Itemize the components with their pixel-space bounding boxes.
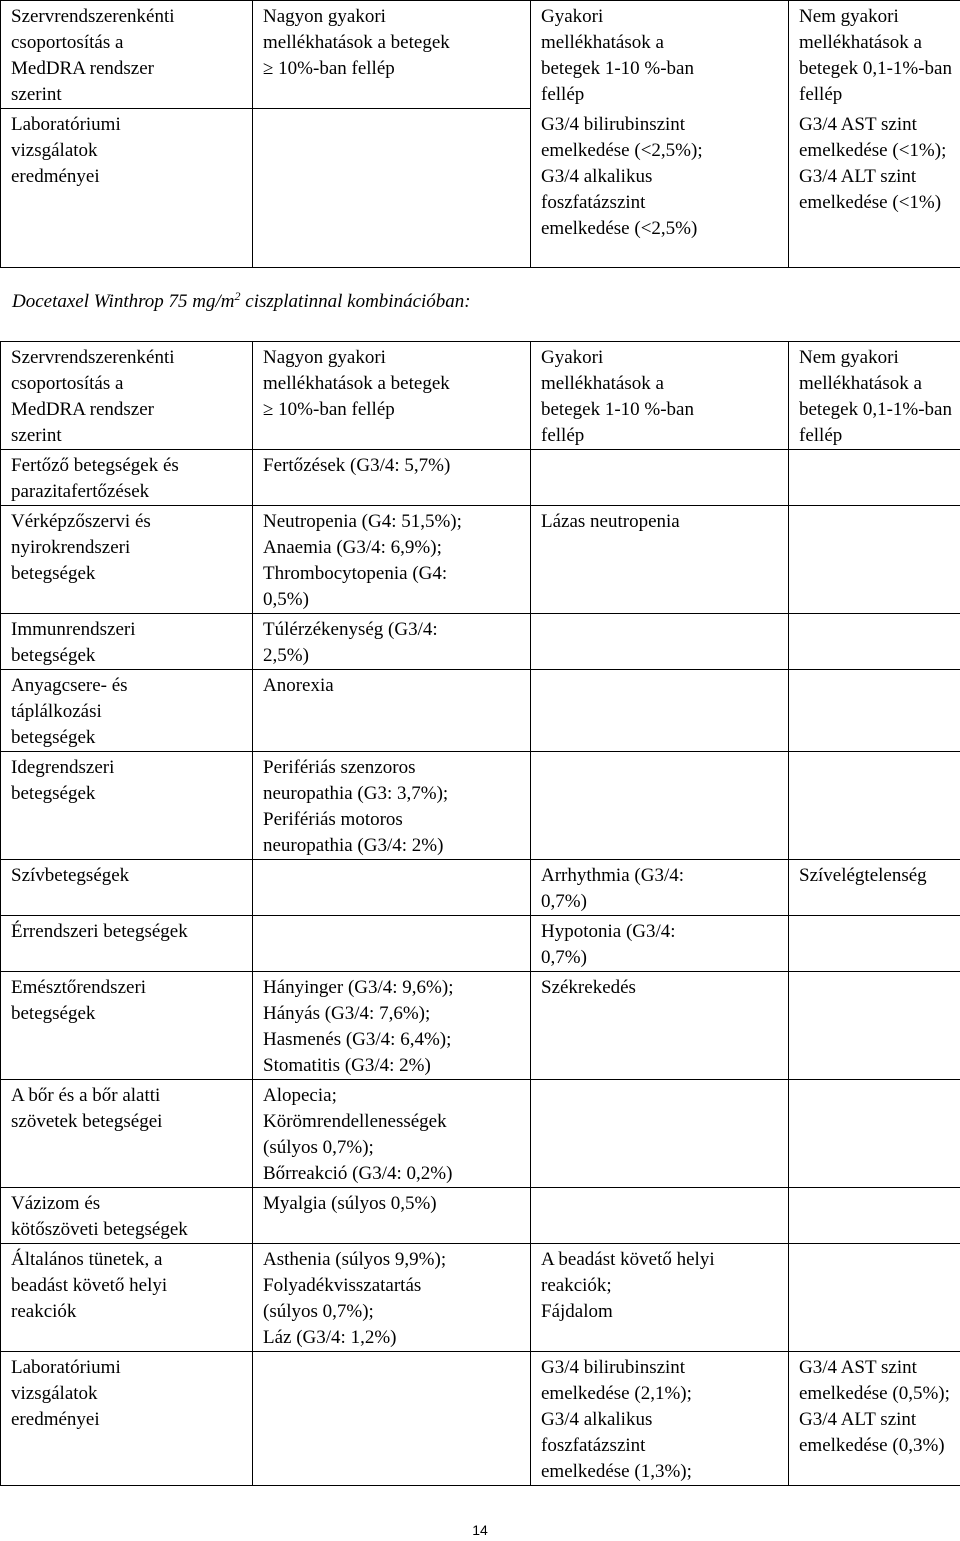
cell-text-line: Perifériás szenzoros (263, 757, 416, 778)
table-cell (531, 614, 789, 670)
cell-text-line: betegek 1-10 %-ban (541, 399, 694, 420)
cell-text-line: reakciók; (541, 1275, 612, 1296)
cell-text-line: fellép (799, 425, 843, 446)
table-cell (531, 109, 789, 268)
header-cell (1, 342, 253, 450)
table-cell (1, 916, 253, 972)
cell-text-line: emelkedése (<1%) (799, 191, 942, 213)
table-cell (1, 614, 253, 670)
cell-text-line: emelkedése (<1%); (799, 139, 947, 161)
table-cell (253, 1244, 531, 1352)
cell-text-line: eredményei (11, 1409, 100, 1430)
cell-text-line: fellép (799, 84, 843, 105)
cell-text-line: beadást követő helyi (11, 1275, 168, 1296)
cell-text-line: csoportosítás a (11, 373, 124, 394)
table-row (1, 1244, 960, 1352)
table-cell (253, 1188, 531, 1244)
table-cell (789, 916, 960, 972)
cell-text-line: kötőszöveti betegségek (11, 1219, 188, 1240)
cell-text-line: Asthenia (súlyos 9,9%); (263, 1249, 447, 1270)
cell-text-line: Stomatitis (G3/4: 2%) (263, 1055, 431, 1076)
cell-text-line: mellékhatások a (541, 373, 664, 394)
cell-text-line: fellép (541, 84, 585, 105)
cell-text-line: csoportosítás a (11, 32, 124, 53)
cell-text-line: MedDRA rendszer (11, 399, 154, 420)
cell-text-line: Bőrreakció (G3/4: 0,2%) (263, 1163, 453, 1184)
cell-text-line: Fertőző betegségek és (11, 455, 179, 476)
table-cell (1, 1080, 253, 1188)
table-cell (1, 1244, 253, 1352)
cell-text-line: A bőr és a bőr alatti (11, 1085, 161, 1106)
cell-text-line: betegségek (11, 563, 96, 584)
table-cell (531, 506, 789, 614)
table-header-row (1, 1, 960, 109)
cell-text-line: emelkedése (2,1%); (541, 1383, 692, 1404)
cell-text-line: Laboratóriumi (11, 114, 121, 135)
table-header-row (1, 342, 960, 450)
cell-text-line: betegségek (11, 1003, 96, 1024)
cell-text-line: G3/4 alkalikus (541, 1409, 653, 1430)
cell-text-line: Myalgia (súlyos 0,5%) (263, 1193, 437, 1214)
table-cell (531, 972, 789, 1080)
adverse-reactions-table-cisplatin (0, 341, 960, 1486)
table-cell (253, 972, 531, 1080)
cell-text-line: Anaemia (G3/4: 6,9%); (263, 537, 442, 558)
cell-text-line: Nagyon gyakori (263, 347, 386, 368)
table-row (1, 450, 960, 506)
cell-text-line: Érrendszeri betegségek (11, 921, 188, 942)
table-cell (789, 860, 960, 916)
table-row (1, 1080, 960, 1188)
table-cell (1, 450, 253, 506)
table-cell (789, 972, 960, 1080)
cell-text-line: mellékhatások a (541, 32, 664, 53)
cell-text-line: betegek 0,1-1%-ban (799, 58, 952, 79)
cell-text-line: mellékhatások a (799, 373, 922, 394)
cell-text-line: szövetek betegségei (11, 1111, 163, 1132)
cell-text-line: szerint (11, 84, 62, 105)
table-cell (789, 670, 960, 752)
table-cell (253, 860, 531, 916)
cell-text-line: emelkedése (<2,5%) (541, 217, 698, 239)
table-cell (1, 860, 253, 916)
cell-text-line: Szervrendszerenkénti (11, 6, 175, 27)
cell-text-line: szerint (11, 425, 62, 446)
cell-text-line: Neutropenia (G4: 51,5%); (263, 511, 462, 532)
table-cell (1, 972, 253, 1080)
cell-text-line: mellékhatások a betegek (263, 32, 450, 53)
table-cell (789, 1244, 960, 1352)
header-cell (531, 1, 789, 109)
table-cell (1, 109, 253, 268)
table-cell (531, 860, 789, 916)
header-cell (1, 1, 253, 109)
table-cell (789, 450, 960, 506)
table-cell (253, 670, 531, 752)
cell-text-line: G3/4 AST szint (799, 1357, 917, 1378)
cell-text-line: Perifériás motoros (263, 809, 403, 830)
cell-text-line: Hányinger (G3/4: 9,6%); (263, 977, 454, 998)
cell-text-line: emelkedése (<2,5%); (541, 139, 703, 161)
cell-text-line: (súlyos 0,7%); (263, 1301, 374, 1322)
table-cell (1, 1188, 253, 1244)
table-row (1, 916, 960, 972)
cell-text-line: Gyakori (541, 347, 604, 368)
table-row (1, 109, 960, 268)
cell-text-line: A beadást követő helyi (541, 1249, 715, 1270)
cell-text-line: Szívbetegségek (11, 865, 130, 886)
cell-text-line: nyirokrendszeri (11, 537, 131, 558)
cell-text-line: Alopecia; (263, 1085, 337, 1106)
header-cell (253, 342, 531, 450)
table-cell (531, 1188, 789, 1244)
cell-text-line: foszfatázszint (541, 191, 646, 213)
cell-text-line: Nagyon gyakori (263, 6, 386, 27)
cell-text-line: Nem gyakori (799, 6, 899, 27)
cell-text-line: Székrekedés (541, 977, 636, 998)
cell-text-line: vizsgálatok (11, 140, 98, 161)
section-subtitle: Docetaxel Winthrop 75 $mg/m^2$ ciszplatinnal kombinációban: (12, 289, 471, 312)
table-cell (253, 1352, 531, 1486)
cell-text-line: foszfatázszint (541, 1435, 646, 1456)
cell-text-line: Emésztőrendszeri (11, 977, 147, 998)
cell-text-line: emelkedése (0,5%); (799, 1383, 950, 1404)
table-cell (1, 670, 253, 752)
adverse-reactions-table-top (0, 0, 960, 268)
table-row (1, 1352, 960, 1486)
cell-text-line: G3/4 AST szint (799, 113, 917, 135)
table-cell (531, 1244, 789, 1352)
cell-text-line: Gyakori (541, 6, 604, 27)
table-cell (789, 752, 960, 860)
cell-text-line: Arrhythmia (G3/4: (541, 865, 685, 886)
cell-text-line: Folyadékvisszatartás (263, 1275, 422, 1296)
cell-text-line: Immunrendszeri (11, 619, 136, 640)
cell-text-line: G3/4 bilirubinszint (541, 113, 686, 135)
table-cell (531, 752, 789, 860)
table-cell (531, 1352, 789, 1486)
table-row (1, 752, 960, 860)
cell-text-line: Hypotonia (G3/4: (541, 921, 676, 942)
cell-text-line: Idegrendszeri (11, 757, 115, 778)
table-cell (253, 614, 531, 670)
cell-text-line: neuropathia (G3: 3,7%); (263, 783, 449, 804)
header-cell (789, 1, 960, 109)
cell-text-line: Szívelégtelenség (799, 865, 927, 886)
cell-text-line: MedDRA rendszer (11, 58, 154, 79)
table-cell (789, 1188, 960, 1244)
cell-text-line: Thrombocytopenia (G4: (263, 563, 448, 584)
cell-text-line: G3/4 ALT szint (799, 165, 917, 187)
header-cell (531, 342, 789, 450)
cell-text-line: vizsgálatok (11, 1383, 98, 1404)
cell-text-line: Túlérzékenység (G3/4: (263, 619, 438, 640)
table-row (1, 1188, 960, 1244)
cell-text-line: G3/4 bilirubinszint (541, 1357, 686, 1378)
table-row (1, 860, 960, 916)
cell-text-line: betegek 1-10 %-ban (541, 58, 694, 79)
cell-text-line: G3/4 ALT szint (799, 1409, 917, 1430)
table-cell (531, 1080, 789, 1188)
table-row (1, 506, 960, 614)
cell-text-line: Anyagcsere- és (11, 675, 128, 696)
cell-text-line: betegségek (11, 645, 96, 666)
table-cell (1, 1352, 253, 1486)
cell-text-line: mellékhatások a betegek (263, 373, 450, 394)
table-row (1, 972, 960, 1080)
cell-text-line: neuropathia (G3/4: 2%) (263, 835, 444, 856)
cell-text-line: G3/4 alkalikus (541, 165, 653, 187)
table-cell (253, 450, 531, 506)
table-cell (253, 109, 531, 268)
cell-text-line: reakciók (11, 1301, 77, 1322)
cell-text-line: Laboratóriumi (11, 1357, 121, 1378)
table-cell (531, 670, 789, 752)
header-cell (789, 342, 960, 450)
table-cell (253, 916, 531, 972)
table-cell (531, 450, 789, 506)
cell-text-line: Szervrendszerenkénti (11, 347, 175, 368)
table-row (1, 614, 960, 670)
cell-text-line: Hányás (G3/4: 7,6%); (263, 1003, 431, 1024)
cell-text-line: Fertőzések (G3/4: 5,7%) (263, 455, 451, 476)
table-cell (531, 916, 789, 972)
cell-text-line: Általános tünetek, a (11, 1249, 163, 1270)
cell-text-line: parazitafertőzések (11, 481, 150, 502)
table-cell (253, 506, 531, 614)
cell-text-line: Hasmenés (G3/4: 6,4%); (263, 1029, 452, 1050)
cell-text-line: 2,5%) (263, 645, 309, 666)
cell-text-line: Láz (G3/4: 1,2%) (263, 1327, 397, 1348)
cell-text-line: táplálkozási (11, 701, 102, 722)
cell-text-line: ≥ 10%-ban fellép (263, 399, 395, 420)
cell-text-line: betegségek (11, 783, 96, 804)
table-cell (253, 1080, 531, 1188)
cell-text-line: Nem gyakori (799, 347, 899, 368)
cell-text-line: Lázas neutropenia (541, 511, 680, 532)
cell-text-line: fellép (541, 425, 585, 446)
cell-text-line: eredményei (11, 166, 100, 187)
cell-text-line: 0,5%) (263, 589, 309, 610)
table-cell (789, 614, 960, 670)
cell-text-line: Fájdalom (541, 1301, 613, 1322)
cell-text-line: ≥ 10%-ban fellép (263, 58, 395, 79)
table-cell (789, 506, 960, 614)
cell-text-line: betegségek (11, 727, 96, 748)
cell-text-line: emelkedése (1,3%); (541, 1461, 692, 1482)
table-cell (253, 752, 531, 860)
cell-text-line: Körömrendellenességek (263, 1111, 447, 1132)
cell-text-line: Anorexia (263, 675, 334, 696)
header-cell (253, 1, 531, 109)
cell-text-line: (súlyos 0,7%); (263, 1137, 374, 1158)
cell-text-line: betegek 0,1-1%-ban (799, 399, 952, 420)
cell-text-line: Vázizom és (11, 1193, 101, 1214)
table-cell (789, 1352, 960, 1486)
table-cell (789, 1080, 960, 1188)
cell-text-line: 0,7%) (541, 891, 587, 912)
table-cell (1, 752, 253, 860)
cell-text-line: 0,7%) (541, 947, 587, 968)
cell-text-line: emelkedése (0,3%) (799, 1435, 945, 1456)
cell-text-line: Vérképzőszervi és (11, 511, 151, 532)
table-cell (1, 506, 253, 614)
table-cell (789, 109, 960, 268)
page-number: 14 (472, 1522, 488, 1538)
table-row (1, 670, 960, 752)
cell-text-line: mellékhatások a (799, 32, 922, 53)
